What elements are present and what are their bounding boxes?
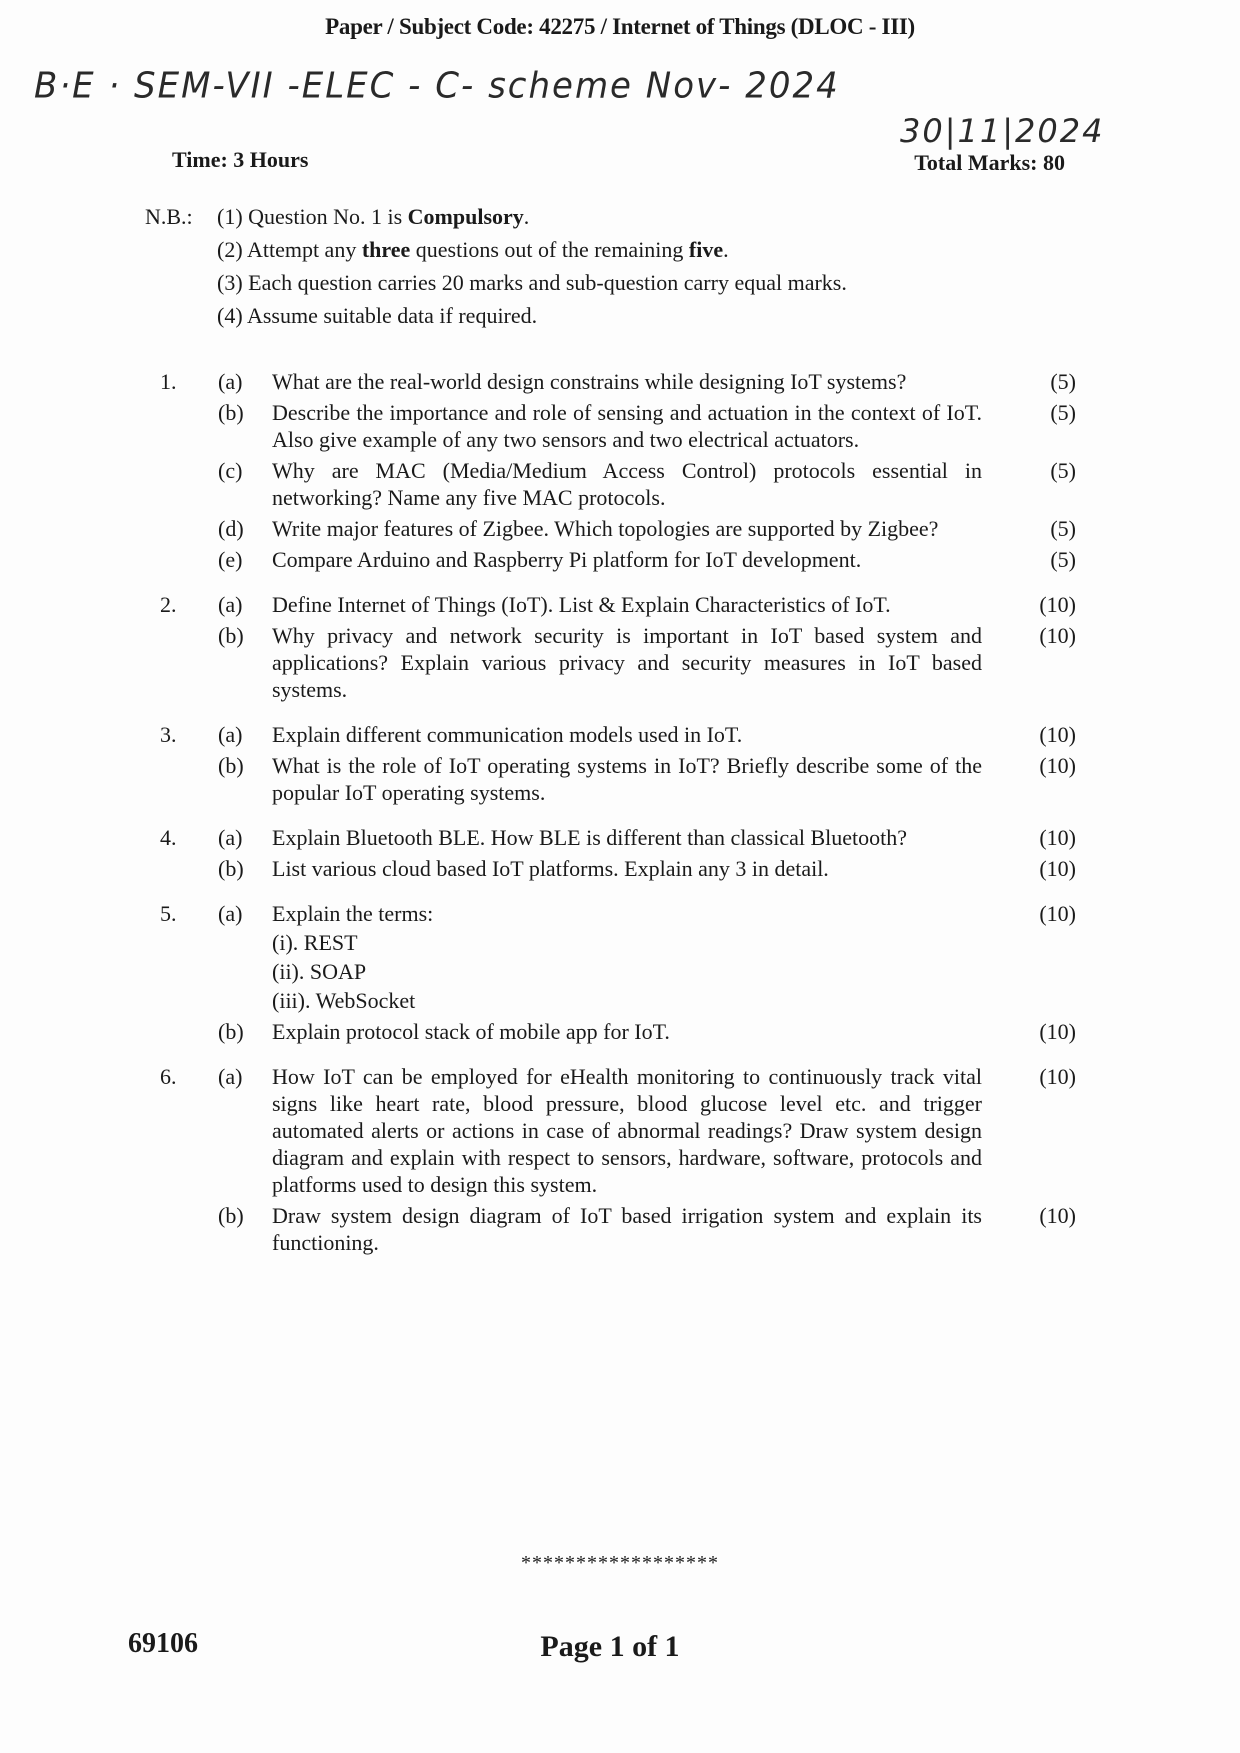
sub-question bbox=[160, 824, 1080, 851]
marks-value: (10) bbox=[1039, 1019, 1076, 1044]
sub-question-label: (a) bbox=[218, 722, 243, 747]
page-number: Page 1 of 1 bbox=[540, 1630, 680, 1663]
exam-duration: Time: 3 Hours bbox=[172, 147, 309, 172]
sub-question-body bbox=[272, 622, 982, 703]
instruction-emphasis: five bbox=[688, 237, 724, 262]
sub-question-text: How IoT can be employed for eHealth monitoring to continuously track vital signs like heart rate, blood pressure, blood glucose level etc. and trigger automated alerts or actions in case of abnormal readings? Draw system design diagram and explain with respect to sensors, hardware, software, protocols and platforms used to design this system. bbox=[272, 1064, 982, 1197]
sub-question-body bbox=[272, 368, 982, 395]
sub-question-body bbox=[272, 855, 982, 882]
instruction-text: questions out of the remaining bbox=[410, 237, 689, 262]
sub-question-text: Draw system design diagram of IoT based irrigation system and explain its functioning. bbox=[272, 1203, 982, 1255]
sub-question bbox=[160, 1063, 1080, 1198]
questions-list bbox=[160, 368, 1080, 1274]
marks-value: (10) bbox=[1039, 901, 1076, 926]
sub-question bbox=[160, 855, 1080, 882]
marks-value: (10) bbox=[1039, 592, 1076, 617]
sub-question-label: (d) bbox=[218, 516, 244, 541]
sub-question-body bbox=[272, 900, 982, 1014]
instruction-item bbox=[145, 299, 847, 332]
instruction-number: (3) bbox=[217, 270, 243, 295]
sub-question-body bbox=[272, 457, 982, 511]
sub-question bbox=[160, 457, 1080, 511]
sub-question bbox=[160, 515, 1080, 542]
question-4 bbox=[160, 824, 1080, 882]
marks-value: (10) bbox=[1039, 1203, 1076, 1228]
sub-question-label: (a) bbox=[218, 901, 243, 926]
question-number: 2. bbox=[160, 592, 177, 617]
term-item: (ii). SOAP bbox=[272, 959, 367, 984]
sub-question-text: Explain different communication models used in IoT. bbox=[272, 722, 743, 747]
question-number: 6. bbox=[160, 1064, 177, 1089]
sub-question-text: Explain Bluetooth BLE. How BLE is different than classical Bluetooth? bbox=[272, 825, 908, 850]
sub-question-label: (b) bbox=[218, 1203, 244, 1228]
sub-question-body bbox=[272, 515, 982, 542]
sub-question-label: (b) bbox=[218, 1019, 244, 1044]
instruction-text: Question No. 1 is bbox=[248, 204, 408, 229]
instruction-number: (4) bbox=[217, 303, 243, 328]
sub-question-label: (c) bbox=[218, 458, 243, 483]
sub-question bbox=[160, 546, 1080, 573]
instruction-emphasis: three bbox=[361, 237, 411, 262]
total-marks: Total Marks: 80 bbox=[914, 150, 1065, 175]
sub-question-body bbox=[272, 1018, 982, 1045]
marks-value: (10) bbox=[1039, 623, 1076, 648]
sub-question bbox=[160, 591, 1080, 618]
sub-question-text: Explain the terms: bbox=[272, 901, 434, 926]
sub-question-body bbox=[272, 721, 982, 748]
sub-question-text: Define Internet of Things (IoT). List & Explain Characteristics of IoT. bbox=[272, 592, 891, 617]
term-item: (i). REST bbox=[272, 930, 358, 955]
marks-value: (5) bbox=[1050, 400, 1076, 425]
instruction-text: Each question carries 20 marks and sub-question carry equal marks. bbox=[248, 270, 847, 295]
sub-question-label: (a) bbox=[218, 825, 243, 850]
marks-value: (10) bbox=[1039, 825, 1076, 850]
sub-question-text: Describe the importance and role of sensing and actuation in the context of IoT. Also give example of any two sensors and two electrical actuators. bbox=[272, 400, 982, 452]
instruction-text-end: . bbox=[723, 237, 729, 262]
sub-question-text: Why are MAC (Media/Medium Access Control) protocols essential in networking? Name any five MAC protocols. bbox=[272, 458, 982, 510]
end-separator: ****************** bbox=[521, 1552, 719, 1574]
sub-question bbox=[160, 622, 1080, 703]
question-5 bbox=[160, 900, 1080, 1045]
instruction-number: (1) bbox=[217, 204, 243, 229]
sub-question-body bbox=[272, 399, 982, 453]
instructions-block bbox=[145, 200, 847, 332]
marks-value: (5) bbox=[1050, 458, 1076, 483]
instruction-text-end: . bbox=[523, 204, 530, 229]
sub-question-text: Explain protocol stack of mobile app for IoT. bbox=[272, 1019, 670, 1044]
marks-value: (10) bbox=[1039, 856, 1076, 881]
sub-question-body bbox=[272, 824, 982, 851]
paper-title: Paper / Subject Code: 42275 / Internet of Things (DLOC - III) bbox=[325, 14, 915, 39]
question-6 bbox=[160, 1063, 1080, 1256]
marks-value: (5) bbox=[1050, 516, 1076, 541]
marks-value: (10) bbox=[1039, 1064, 1076, 1089]
sub-question-label: (b) bbox=[218, 623, 244, 648]
sub-question-label: (b) bbox=[218, 400, 244, 425]
instruction-number: (2) bbox=[217, 237, 243, 262]
question-3 bbox=[160, 721, 1080, 806]
sub-question bbox=[160, 721, 1080, 748]
marks-value: (10) bbox=[1039, 753, 1076, 778]
sub-question bbox=[160, 399, 1080, 453]
instruction-item bbox=[145, 233, 847, 266]
sub-question-text: List various cloud based IoT platforms. Explain any 3 in detail. bbox=[272, 856, 829, 881]
sub-question bbox=[160, 900, 1080, 1014]
sub-question bbox=[160, 1018, 1080, 1045]
sub-question-body bbox=[272, 546, 982, 573]
sub-question bbox=[160, 1202, 1080, 1256]
sub-question bbox=[160, 368, 1080, 395]
question-2 bbox=[160, 591, 1080, 703]
sub-question-text: Compare Arduino and Raspberry Pi platform for IoT development. bbox=[272, 547, 862, 572]
marks-value: (10) bbox=[1039, 722, 1076, 747]
question-number: 5. bbox=[160, 901, 177, 926]
sub-question-body bbox=[272, 1063, 982, 1198]
sub-question-text: What is the role of IoT operating systems in IoT? Briefly describe some of the popular IoT operating systems. bbox=[272, 753, 982, 805]
sub-question-label: (e) bbox=[218, 547, 243, 572]
sub-question-label: (a) bbox=[218, 592, 243, 617]
instructions-label: N.B.: bbox=[145, 204, 193, 229]
sub-question-label: (a) bbox=[218, 1064, 243, 1089]
question-number: 1. bbox=[160, 369, 177, 394]
sub-question-body bbox=[272, 752, 982, 806]
sub-question-text: Why privacy and network security is important in IoT based system and applications? Explain various privacy and security measures in IoT based systems. bbox=[272, 623, 982, 702]
sub-question bbox=[160, 752, 1080, 806]
handwritten-date-note: 30|11|2024 bbox=[900, 112, 1105, 150]
marks-value: (5) bbox=[1050, 369, 1076, 394]
instruction-text: Attempt any bbox=[246, 237, 362, 262]
sub-question-text: Write major features of Zigbee. Which topologies are supported by Zigbee? bbox=[272, 516, 939, 541]
question-1 bbox=[160, 368, 1080, 573]
term-item: (iii). WebSocket bbox=[272, 988, 416, 1013]
sub-question-label: (b) bbox=[218, 856, 244, 881]
instruction-item bbox=[145, 266, 847, 299]
question-number: 3. bbox=[160, 722, 177, 747]
sub-question-body bbox=[272, 591, 982, 618]
instruction-emphasis: Compulsory bbox=[407, 204, 524, 229]
question-number: 4. bbox=[160, 825, 177, 850]
marks-value: (5) bbox=[1050, 547, 1076, 572]
handwritten-course-note: B·E · SEM-VII -ELEC - C- scheme Nov- 2024 bbox=[34, 65, 840, 107]
sub-question-label: (b) bbox=[218, 753, 244, 778]
sub-question-body bbox=[272, 1202, 982, 1256]
instruction-item bbox=[145, 200, 847, 233]
sub-question-text: What are the real-world design constrains while designing IoT systems? bbox=[272, 369, 907, 394]
sub-question-label: (a) bbox=[218, 369, 243, 394]
instruction-text: Assume suitable data if required. bbox=[246, 303, 538, 328]
paper-code: 69106 bbox=[128, 1628, 198, 1659]
